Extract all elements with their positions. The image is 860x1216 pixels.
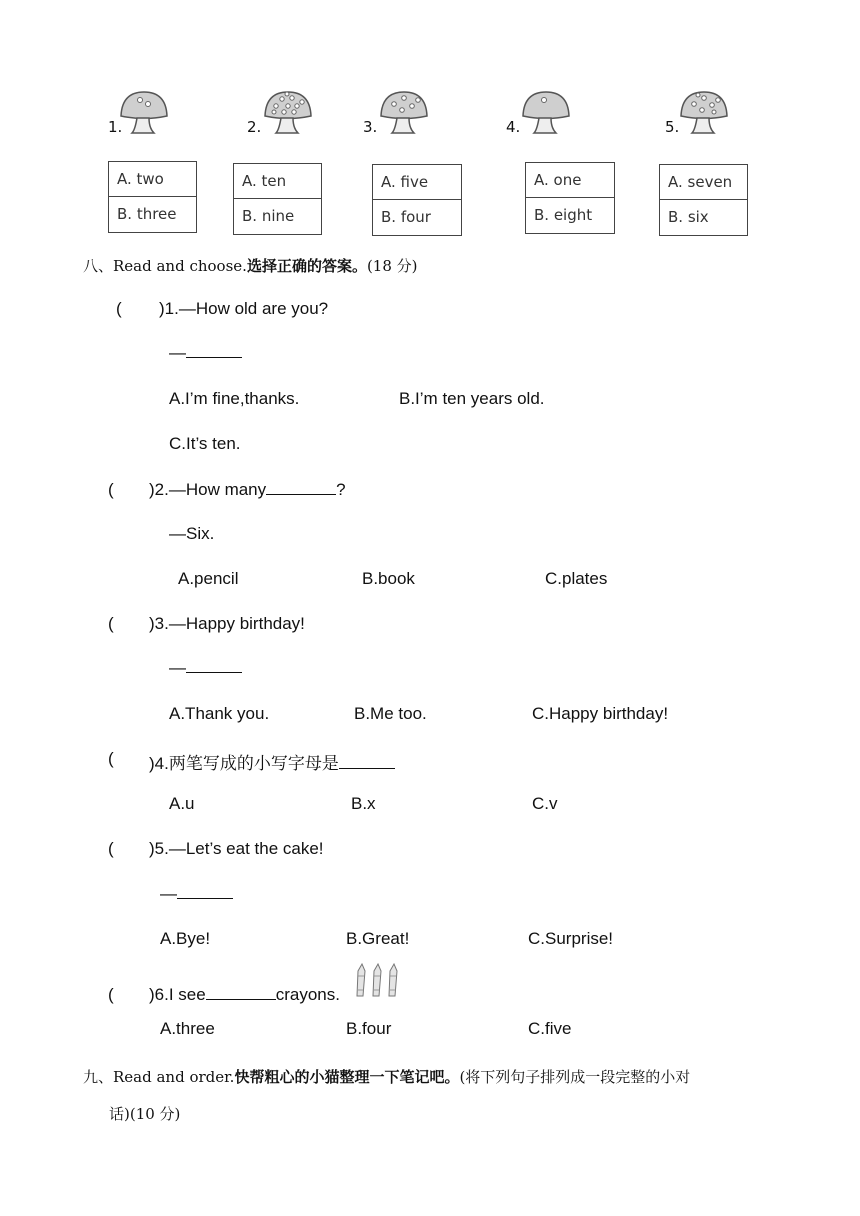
option-b: B. eight xyxy=(534,206,593,224)
section-8-score: (18 分) xyxy=(366,257,418,275)
dash: — xyxy=(169,658,186,677)
item-number-3: 3. xyxy=(363,118,378,136)
option-box-5 xyxy=(659,164,748,236)
answer-blank xyxy=(186,343,242,358)
option-a: A. one xyxy=(526,163,614,198)
answer-paren-5: ( xyxy=(108,839,114,858)
question-6-option-a: A.three xyxy=(160,1019,215,1038)
option-a: A. five xyxy=(373,165,461,200)
mushroom-icon xyxy=(378,90,430,136)
question-4-text: )4.两笔写成的小写字母是 xyxy=(149,754,339,773)
mushroom-icon xyxy=(520,90,572,136)
question-1-option-c: C.It’s ten. xyxy=(169,434,241,453)
section-8-heading xyxy=(83,255,418,276)
section-8-instruction: 选择正确的答案。 xyxy=(246,257,367,275)
option-a: A. two xyxy=(109,162,196,197)
question-1: )1.—How old are you? xyxy=(159,299,329,318)
section-9-note: (将下列句子排列成一段完整的小对 xyxy=(459,1068,691,1086)
answer-paren-4: ( xyxy=(108,749,114,768)
section-9-prefix: 九、Read and order. xyxy=(83,1068,235,1086)
question-2-text: )2.—How many xyxy=(149,480,267,499)
question-1-option-a: A.I’m fine,thanks. xyxy=(169,389,300,408)
option-b: B. three xyxy=(117,205,177,223)
item-number-4: 4. xyxy=(506,118,521,136)
question-5: )5.—Let’s eat the cake! xyxy=(149,839,324,858)
answer-paren-3: ( xyxy=(108,614,114,633)
section-9-heading xyxy=(83,1066,690,1087)
question-5-option-b: B.Great! xyxy=(346,929,410,948)
question-3-option-b: B.Me too. xyxy=(354,704,427,723)
dash: — xyxy=(169,343,186,362)
section-8-prefix: 八、Read and choose. xyxy=(83,257,247,275)
dash: — xyxy=(160,884,177,903)
question-5-option-c: C.Surprise! xyxy=(528,929,614,948)
question-6-text: )6.I see xyxy=(149,985,206,1004)
question-2-option-b: B.book xyxy=(362,569,415,588)
answer-paren-6: ( xyxy=(108,985,114,1004)
option-box-4 xyxy=(525,162,615,234)
answer-blank xyxy=(266,480,336,495)
question-2-end: ? xyxy=(336,480,346,499)
answer-blank xyxy=(186,658,242,673)
option-b: B. six xyxy=(668,208,709,226)
question-2 xyxy=(149,480,346,500)
question-4 xyxy=(149,749,395,774)
item-number-5: 5. xyxy=(665,118,680,136)
question-4-option-c: C.v xyxy=(532,794,558,813)
option-box-2 xyxy=(233,163,322,235)
answer-blank xyxy=(206,985,276,1000)
question-1-option-b: B.I’m ten years old. xyxy=(399,389,545,408)
question-2-reply: —Six. xyxy=(169,524,215,543)
mushroom-icon xyxy=(118,90,170,136)
answer-paren-1: ( xyxy=(116,299,122,318)
question-1-reply xyxy=(169,343,242,363)
question-6 xyxy=(149,985,340,1005)
crayons-icon xyxy=(353,963,403,999)
answer-blank xyxy=(177,884,233,899)
question-4-option-b: B.x xyxy=(351,794,376,813)
question-3-reply xyxy=(169,658,242,678)
question-3-option-c: C.Happy birthday! xyxy=(532,704,669,723)
question-2-option-a: A.pencil xyxy=(178,569,239,588)
option-a: A. seven xyxy=(660,165,747,200)
option-box-1 xyxy=(108,161,197,233)
question-5-option-a: A.Bye! xyxy=(160,929,211,948)
question-5-reply xyxy=(160,884,233,904)
question-4-option-a: A.u xyxy=(169,794,195,813)
question-6-option-b: B.four xyxy=(346,1019,392,1038)
question-2-option-c: C.plates xyxy=(545,569,608,588)
question-6-end: crayons. xyxy=(275,985,340,1004)
item-number-2: 2. xyxy=(247,118,262,136)
question-3-option-a: A.Thank you. xyxy=(169,704,270,723)
option-a: A. ten xyxy=(234,164,321,199)
mushroom-icon xyxy=(262,90,314,136)
option-b: B. nine xyxy=(242,207,295,225)
answer-paren-2: ( xyxy=(108,480,114,499)
question-6-option-c: C.five xyxy=(528,1019,572,1038)
question-3: )3.—Happy birthday! xyxy=(149,614,305,633)
option-b: B. four xyxy=(381,208,431,226)
section-9-instruction: 快帮粗心的小猫整理一下笔记吧。 xyxy=(234,1068,460,1086)
answer-blank xyxy=(339,754,395,769)
mushroom-icon xyxy=(678,90,730,136)
option-box-3 xyxy=(372,164,462,236)
section-9-heading-line2: 话)(10 分) xyxy=(109,1105,181,1123)
item-number-1: 1. xyxy=(108,118,123,136)
